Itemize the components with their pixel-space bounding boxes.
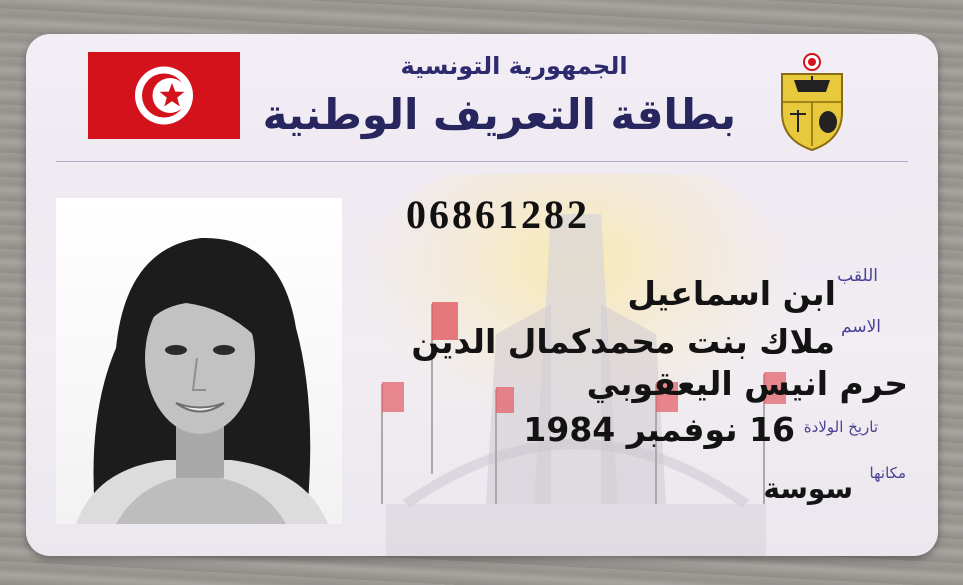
republic-title: الجمهورية التونسية bbox=[400, 52, 628, 80]
name-label: الاسم bbox=[841, 317, 881, 337]
spouse-value: حرم انيس اليعقوبي bbox=[586, 364, 908, 403]
id-number: 06861282 bbox=[406, 192, 590, 237]
name-value: ملاك بنت محمدكمال الدين bbox=[411, 322, 835, 361]
tunisia-flag-icon bbox=[88, 52, 240, 139]
holder-photo bbox=[56, 198, 342, 524]
card-title: بطاقة التعريف الوطنية bbox=[262, 90, 736, 139]
id-card bbox=[26, 34, 938, 556]
birth-date-label: تاريخ الولادة bbox=[803, 418, 878, 436]
header-divider bbox=[56, 161, 908, 162]
birth-place-label: مكانها bbox=[869, 464, 906, 482]
birth-place-value: سوسة bbox=[763, 472, 853, 505]
coat-of-arms-icon bbox=[776, 52, 848, 152]
birth-date-value: 16 نوفمبر 1984 bbox=[523, 410, 795, 449]
surname-value: ابن اسماعيل bbox=[627, 274, 836, 313]
surname-label: اللقب bbox=[837, 266, 878, 286]
